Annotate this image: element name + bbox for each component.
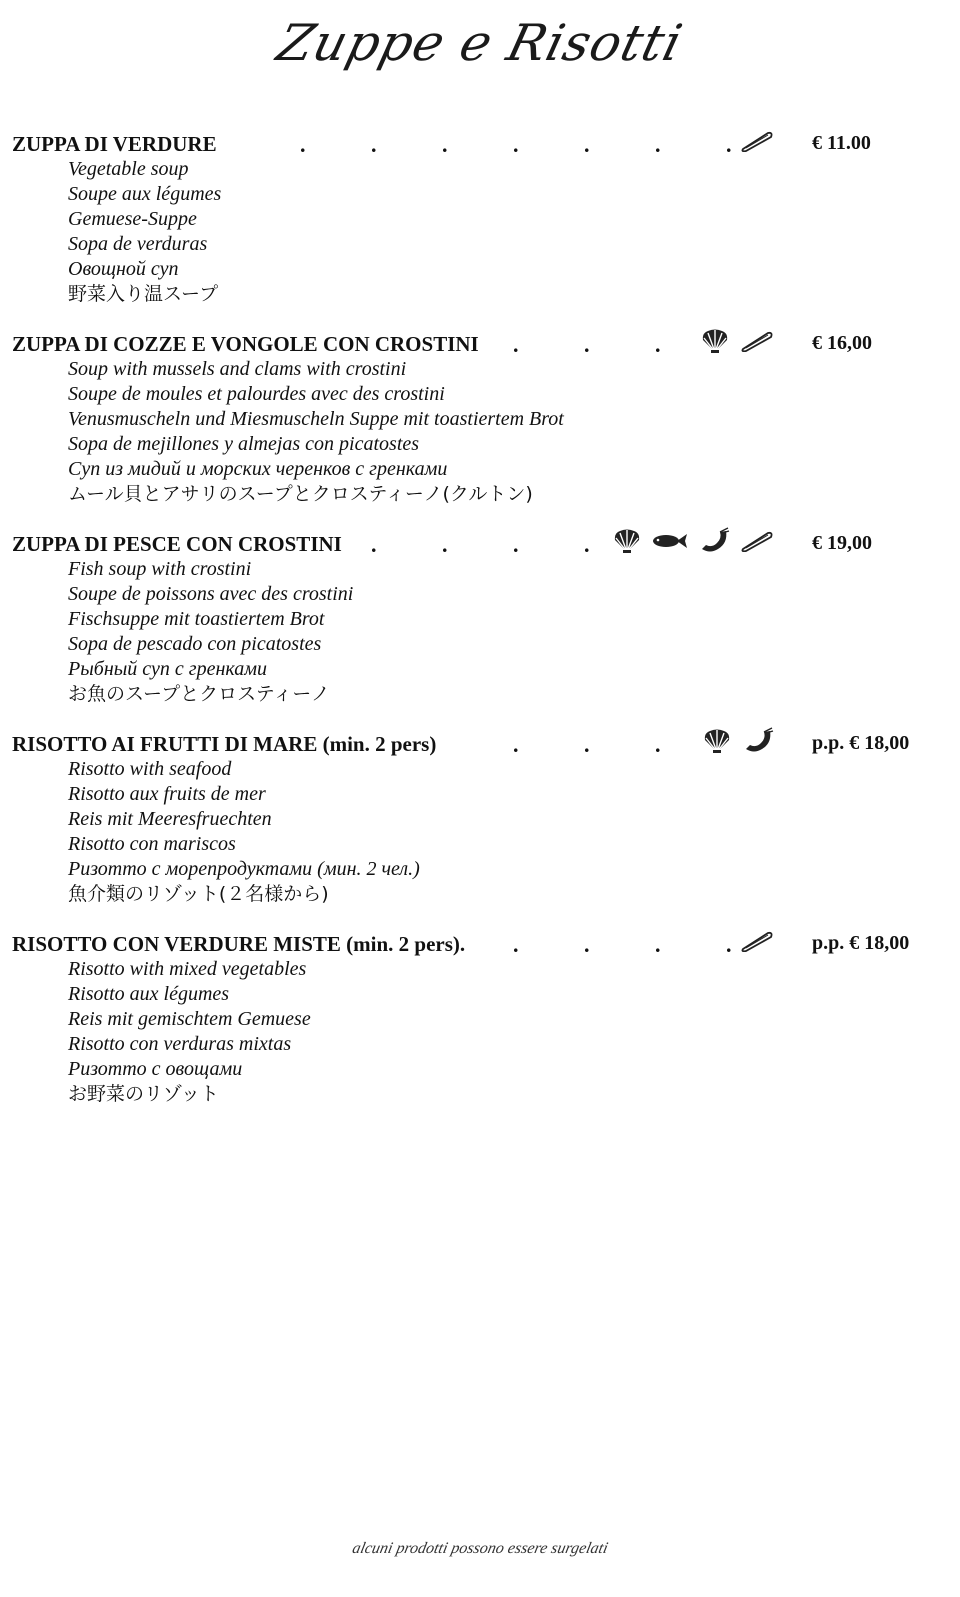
leader-dot: . bbox=[513, 932, 519, 957]
leader-dot: . bbox=[513, 732, 519, 757]
menu-item-header bbox=[12, 932, 952, 958]
page-title: Zuppe e Risotti bbox=[271, 14, 689, 72]
leader-dot: . bbox=[442, 132, 448, 157]
shrimp-icon bbox=[742, 727, 774, 755]
leader-dot: . bbox=[513, 332, 519, 357]
menu-item-header bbox=[12, 332, 952, 358]
menu-item bbox=[12, 932, 952, 1132]
translation-fr: Soupe de moules et palourdes avec des crostini bbox=[68, 383, 445, 405]
leader-dot: . bbox=[513, 532, 519, 557]
leader-dot: . bbox=[655, 932, 661, 957]
leader-dot: . bbox=[726, 132, 732, 157]
leader-dot: . bbox=[655, 332, 661, 357]
menu-list bbox=[12, 132, 952, 1132]
translation-ru: Овощной суп bbox=[68, 258, 179, 280]
translation-ja: 魚介類のリゾット(２名様から) bbox=[68, 883, 329, 905]
menu-item-header bbox=[12, 732, 952, 758]
leader-dot: . bbox=[300, 132, 306, 157]
shellfish-icon bbox=[702, 728, 732, 754]
translation-es: Risotto con verduras mixtas bbox=[68, 1033, 292, 1055]
menu-item-icons bbox=[700, 726, 776, 756]
leader-dot: . bbox=[584, 532, 590, 557]
translation-ru: Ризотто с овощами bbox=[68, 1058, 243, 1080]
translation-es: Risotto con mariscos bbox=[68, 833, 236, 855]
translation-ja: お魚のスープとクロスティーノ bbox=[68, 683, 330, 705]
translation-de: Venusmuscheln und Miesmuscheln Suppe mit toastiertem Brot bbox=[68, 408, 564, 430]
menu-item-price: p.p. € 18,00 bbox=[812, 932, 910, 954]
menu-item-name: ZUPPA DI COZZE E VONGOLE CON CROSTINI bbox=[12, 332, 485, 357]
shellfish-icon bbox=[700, 328, 730, 354]
footer-note: alcuni prodotti possono essere surgelati bbox=[350, 1540, 610, 1557]
translation-es: Sopa de pescado con picatostes bbox=[68, 633, 322, 655]
translation-ja: ムール貝とアサリのスープとクロスティーノ(クルトン) bbox=[68, 483, 533, 505]
translation-en: Risotto with mixed vegetables bbox=[68, 958, 307, 980]
leader-dot: . bbox=[584, 732, 590, 757]
menu-item-icons bbox=[738, 926, 776, 956]
menu-item-translations bbox=[68, 557, 353, 707]
leader-dot: . bbox=[655, 132, 661, 157]
menu-item-name: RISOTTO AI FRUTTI DI MARE (min. 2 pers) bbox=[12, 732, 442, 757]
menu-item-icons bbox=[610, 526, 776, 556]
menu-item-price: € 16,00 bbox=[812, 332, 872, 354]
leader-dot: . bbox=[371, 132, 377, 157]
menu-item-name: ZUPPA DI PESCE CON CROSTINI bbox=[12, 532, 348, 557]
shrimp-icon bbox=[698, 527, 730, 555]
menu-item-price: € 11.00 bbox=[812, 132, 871, 154]
translation-fr: Risotto aux légumes bbox=[68, 983, 230, 1005]
menu-item-header bbox=[12, 132, 952, 158]
leader-dot: . bbox=[584, 332, 590, 357]
translation-de: Reis mit Meeresfruechten bbox=[68, 808, 272, 830]
menu-item bbox=[12, 532, 952, 732]
menu-item-header bbox=[12, 532, 952, 558]
translation-fr: Soupe de poissons avec des crostini bbox=[68, 583, 354, 605]
shellfish-icon bbox=[612, 528, 642, 554]
menu-item bbox=[12, 132, 952, 332]
vegetarian-icon bbox=[740, 930, 774, 952]
menu-item-translations bbox=[68, 357, 564, 507]
menu-item-name: ZUPPA DI VERDURE bbox=[12, 132, 223, 157]
translation-en: Fish soup with crostini bbox=[68, 558, 252, 580]
leader-dot: . bbox=[513, 132, 519, 157]
translation-ru: Рыбный суп с гренками bbox=[68, 658, 268, 680]
menu-item-translations bbox=[68, 957, 311, 1107]
leader-dot: . bbox=[584, 932, 590, 957]
translation-es: Sopa de verduras bbox=[68, 233, 208, 255]
translation-ru: Ризотто с морепродуктами (мин. 2 чел.) bbox=[68, 858, 420, 880]
translation-ja: 野菜入り温スープ bbox=[68, 283, 219, 305]
fish-icon bbox=[652, 531, 688, 551]
translation-fr: Risotto aux fruits de mer bbox=[68, 783, 266, 805]
leader-dot: . bbox=[584, 132, 590, 157]
translation-de: Reis mit gemischtem Gemuese bbox=[68, 1008, 311, 1030]
menu-item-icons bbox=[698, 326, 776, 356]
translation-fr: Soupe aux légumes bbox=[68, 183, 222, 205]
vegetarian-icon bbox=[740, 330, 774, 352]
menu-item-icons bbox=[738, 126, 776, 156]
vegetarian-icon bbox=[740, 530, 774, 552]
vegetarian-icon bbox=[740, 130, 774, 152]
leader-dot: . bbox=[655, 732, 661, 757]
translation-de: Gemuese-Suppe bbox=[68, 208, 197, 230]
leader-dot: . bbox=[442, 532, 448, 557]
translation-en: Vegetable soup bbox=[68, 158, 189, 180]
menu-item-price: p.p. € 18,00 bbox=[812, 732, 910, 754]
translation-es: Sopa de mejillones y almejas con picatostes bbox=[68, 433, 420, 455]
translation-ja: お野菜のリゾット bbox=[68, 1083, 219, 1105]
menu-item-translations bbox=[68, 157, 221, 307]
menu-item-translations bbox=[68, 757, 420, 907]
translation-de: Fischsuppe mit toastiertem Brot bbox=[68, 608, 325, 630]
leader-dot: . bbox=[371, 532, 377, 557]
menu-item bbox=[12, 732, 952, 932]
leader-dot: . bbox=[726, 932, 732, 957]
translation-en: Risotto with seafood bbox=[68, 758, 232, 780]
menu-item-name: RISOTTO CON VERDURE MISTE (min. 2 pers). bbox=[12, 932, 471, 957]
translation-en: Soup with mussels and clams with crostini bbox=[68, 358, 407, 380]
menu-item-price: € 19,00 bbox=[812, 532, 872, 554]
translation-ru: Суп из мидий и морских черенков с гренками bbox=[68, 458, 448, 480]
menu-item bbox=[12, 332, 952, 532]
